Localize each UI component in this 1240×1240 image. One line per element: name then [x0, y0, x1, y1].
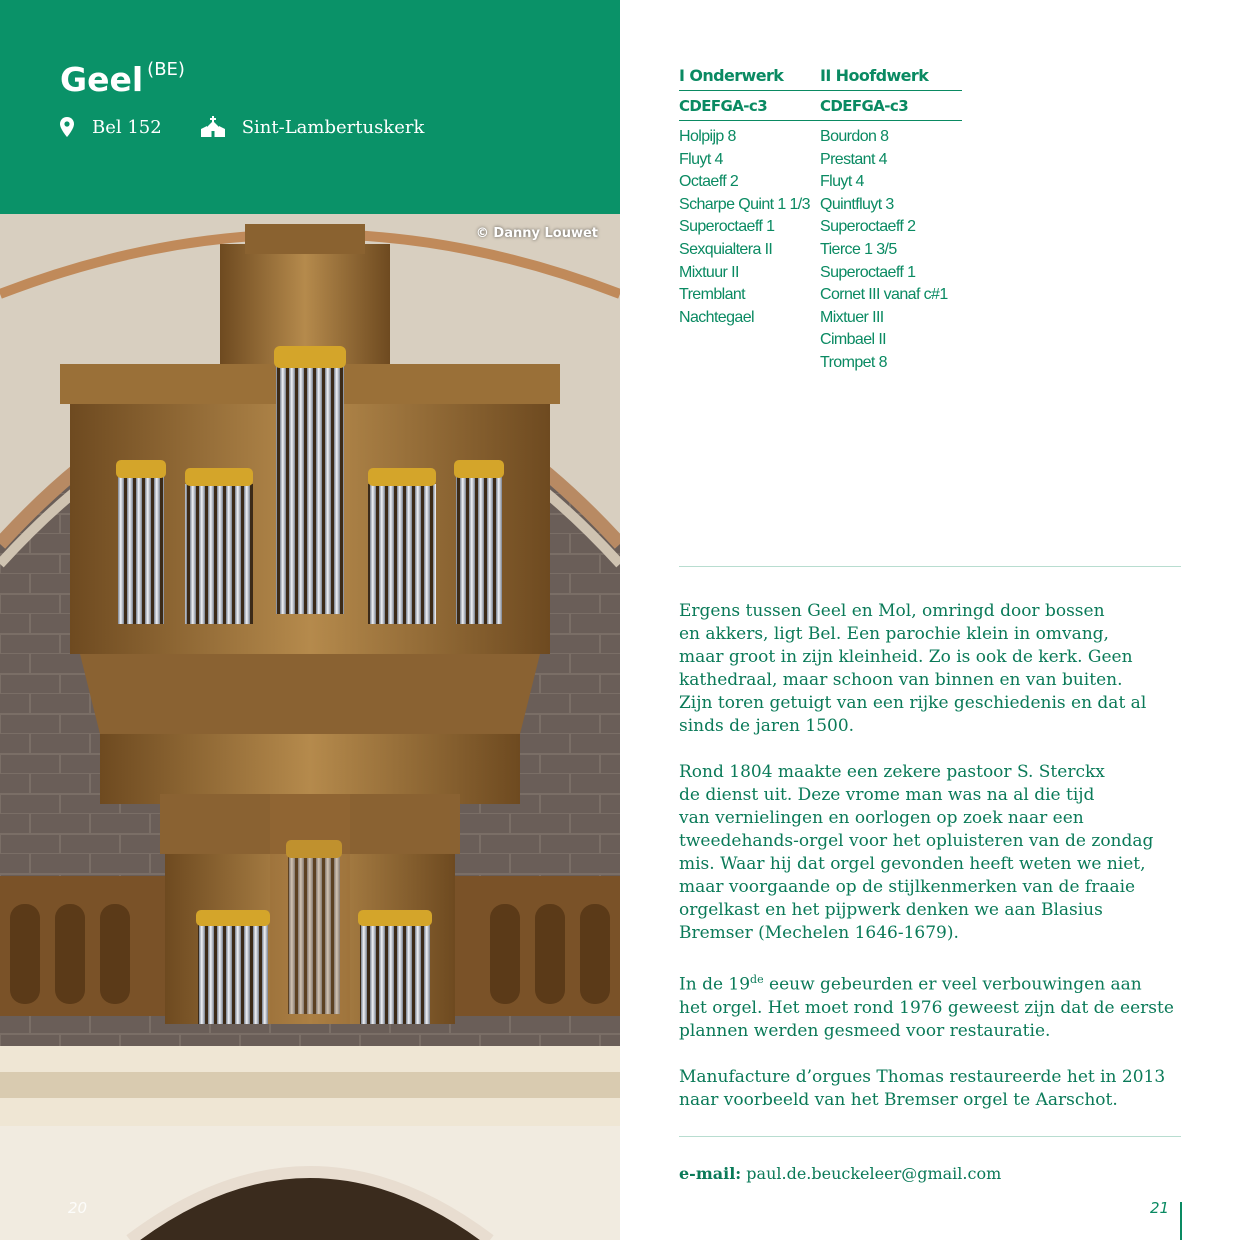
stop-item: Octaeff 2	[679, 173, 739, 191]
organ-photo	[0, 214, 620, 1240]
stop-item: Prestant 4	[820, 150, 887, 168]
stop-item: Mixtuur II	[679, 263, 739, 281]
stop-list	[679, 126, 821, 329]
stop-column-hoofdwerk	[820, 62, 962, 375]
stop-item: Superoctaeff 1	[679, 218, 775, 236]
divider-top	[679, 566, 1181, 567]
photo-credit: © Danny Louwet	[475, 226, 598, 241]
paragraph: Ergens tussen Geel en Mol, omringd door bossen en akkers, ligt Bel. Een parochie klein in omvang, maar groot in zijn kleinheid. Zo is ook de kerk. Geen kathedraal, maar schoon van binnen en van buiten. Zijn toren getuigt van een rijke geschiedenis en dat al sinds de jaren 1500.	[679, 601, 1147, 736]
email-label: e-mail:	[679, 1164, 742, 1183]
title-country: (BE)	[147, 59, 185, 80]
stop-list	[820, 126, 962, 375]
ordinal-suffix: de	[750, 973, 764, 986]
paragraph-text: In de 19	[679, 974, 751, 995]
page-edge-rule	[1180, 1202, 1182, 1240]
church-name: Sint-Lambertuskerk	[241, 116, 425, 138]
location-text: Bel 152	[92, 116, 162, 138]
divider-bottom	[679, 1136, 1181, 1137]
column-heading: II Hoofdwerk	[820, 62, 962, 91]
paragraph: Manufacture d’orgues Thomas restaureerde het in 2013 naar voorbeeld van het Bremser orgel te Aarschot.	[679, 1066, 1166, 1110]
stop-item: Mixtuer III	[820, 308, 884, 326]
stop-item: Superoctaeff 2	[820, 218, 916, 236]
email-link[interactable]: paul.de.beuckeleer@gmail.com	[746, 1164, 1002, 1183]
stop-item: Cimbael II	[820, 331, 887, 349]
title-city: Geel	[60, 60, 144, 99]
article-body	[679, 600, 1199, 1135]
paragraph	[679, 968, 1199, 1043]
stop-item: Fluyt 4	[820, 173, 864, 191]
paragraph: Rond 1804 maakte een zekere pastoor S. Sterckx de dienst uit. Deze vrome man was na al die tijd van vernielingen en oorlogen op zoek naar een tweedehands-orgel voor het opluisteren van de zondag mis. Waar hij dat orgel gevonden heeft weten we niet, maar voorgaande op de stijlkenmerken van de fraaie orgelkast en het pijpwerk denken we aan Blasius Bremser (Mechelen 1646-1679).	[679, 762, 1154, 943]
column-range: CDEFGA-c3	[820, 91, 962, 121]
stop-item: Nachtegael	[679, 308, 754, 326]
header-band	[0, 0, 620, 214]
stop-item: Quintfluyt 3	[820, 195, 894, 213]
location-row	[58, 112, 424, 142]
column-heading: I Onderwerk	[679, 62, 821, 91]
column-range: CDEFGA-c3	[679, 91, 821, 121]
stop-item: Fluyt 4	[679, 150, 723, 168]
stop-item: Sexquialtera II	[679, 240, 773, 258]
stop-column-onderwerk	[679, 62, 821, 329]
page-title	[60, 52, 185, 102]
stop-item: Cornet III vanaf c#1	[820, 286, 948, 304]
stop-item: Trompet 8	[820, 353, 887, 371]
paragraph-text: eeuw gebeurden er veel verbouwingen aan het orgel. Het moet rond 1976 geweest zijn dat de eerste plannen werden gesmeed voor restauratie.	[679, 974, 1174, 1041]
map-pin-icon	[58, 116, 76, 138]
stop-item: Holpijp 8	[679, 128, 736, 145]
stop-item: Superoctaeff 1	[820, 263, 916, 281]
stop-item: Scharpe Quint 1 1/3	[679, 195, 810, 213]
stop-item: Tierce 1 3/5	[820, 240, 897, 258]
page-number-left: 20	[68, 1199, 88, 1217]
page-number-right: 21	[1150, 1199, 1170, 1217]
stop-item: Bourdon 8	[820, 128, 889, 145]
church-icon	[200, 116, 226, 138]
stop-item: Tremblant	[679, 286, 746, 304]
email-line	[679, 1163, 1001, 1185]
